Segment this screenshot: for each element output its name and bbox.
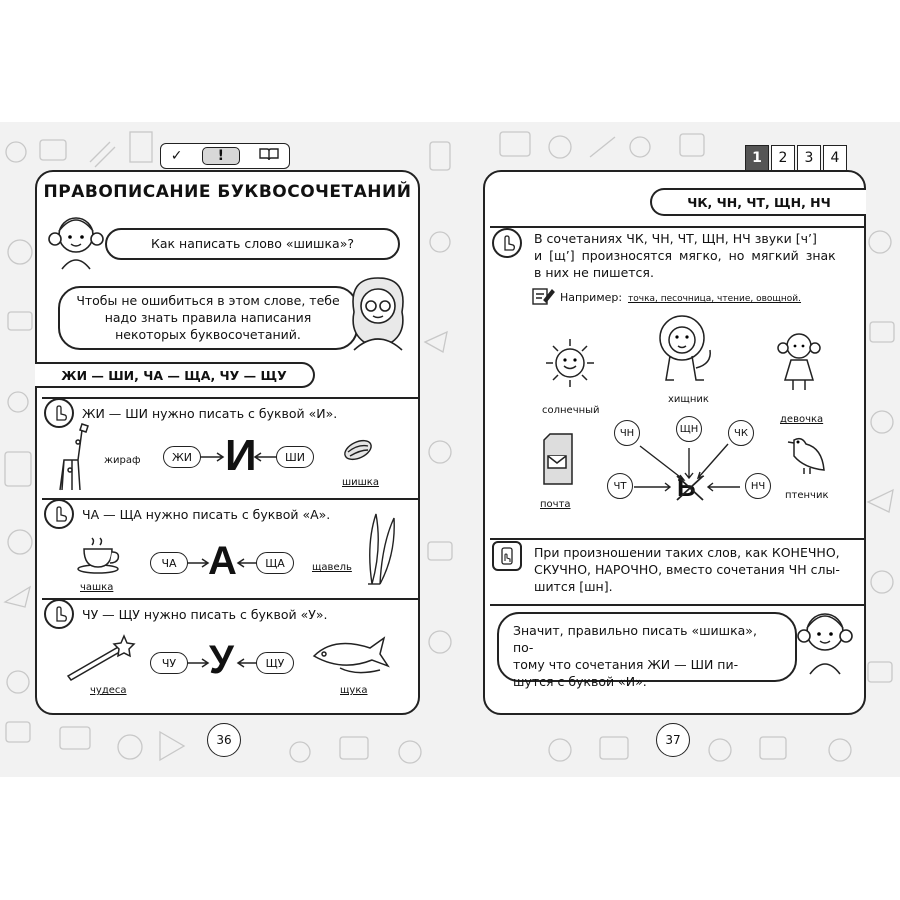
syllable-pill-left: ЖИ [163,446,201,468]
rule-text: ЧУ — ЩУ нужно писать с буквой «У». [82,607,328,622]
rule-text: ЖИ — ШИ нужно писать с буквой «И». [82,406,338,421]
question-bubble: Как написать слово «шишка»? [105,228,400,260]
syllable-pill-left: ЧУ [150,652,188,674]
page-number: 36 [207,723,241,757]
syllable-pill-right: ЩА [256,552,294,574]
soft-sign-letter: Ь [677,472,696,502]
mailbox-picture [540,432,576,490]
word-girl: девочка [780,414,824,425]
tab-4[interactable]: 4 [823,145,847,171]
word-right: щавель [312,562,352,573]
rule-line: В сочетаниях ЧК, ЧН, ЧТ, ЩН, НЧ звуки [ч’] [534,231,817,246]
combo-circle: ЧТ [607,473,633,499]
conclusion-line: шутся с буквой «И». [513,674,647,689]
pencil-note-icon [532,286,554,306]
tab-3[interactable]: 3 [797,145,821,171]
word-lion: хищник [668,394,709,405]
divider [42,498,420,500]
pointing-hand-icon [44,599,74,629]
page-title: ПРАВОПИСАНИЕ БУКВОСОЧЕТАНИЙ [43,182,412,202]
giraffe-picture [52,420,100,492]
key-letter: У [209,638,234,682]
arrow-left [252,452,278,462]
arrow-right [187,658,211,668]
checkmark-icon: ✓ [170,148,183,164]
divider [42,397,420,399]
phone-hand-icon [492,541,522,571]
key-letter: И [225,431,257,480]
syllable-pill-left: ЧА [150,552,188,574]
word-right: щука [340,685,368,696]
note-line: шится [шн]. [534,579,613,594]
girl-avatar [792,600,858,676]
girl-picture [773,328,825,392]
answer-bubble: Чтобы не ошибиться в этом слове, тебе надо знать правила написания некоторых буквосочетаний. [58,286,358,350]
note-line: При произношении таких слов, как КОНЕЧНО, [534,545,840,560]
rule-text: ЧА — ЩА нужно писать с буквой «А». [82,507,331,522]
girl-avatar [42,205,110,273]
divider [490,538,866,540]
syllable-pill-right: ЩУ [256,652,294,674]
divider [490,226,866,228]
conclusion-line: Значит, правильно писать «шишка», по- [513,623,757,655]
examples-text: точка, песочница, чтение, овощной. [628,294,802,304]
combo-circle: ЧН [614,420,640,446]
combo-circle: ЩН [676,416,702,442]
crossed-out-mark [673,472,707,504]
exclamation-icon: ! [202,147,240,165]
page-nav-tabs [160,143,290,169]
pinecone-picture [340,430,376,466]
teacher-avatar [340,272,412,352]
conclusion-bubble [497,612,797,689]
pointing-hand-icon [44,499,74,529]
pointing-hand-icon [492,228,522,258]
cup-picture [76,537,122,575]
key-letter: А [208,539,237,583]
divider [42,598,420,600]
section-tag: ЖИ — ШИ, ЧА — ЩА, ЧУ — ЩУ [35,362,315,388]
magic-wand-picture [64,632,136,680]
page-number: 37 [656,723,690,757]
tab-1[interactable]: 1 [745,145,769,171]
combo-circle: ЧК [728,420,754,446]
section-number-tabs [745,145,855,171]
sorrel-picture [358,510,398,588]
book-icon [259,147,279,165]
tab-2[interactable]: 2 [771,145,795,171]
rule-line: и [щ’] произносятся мягко, но мягкий знак [534,248,836,263]
conclusion-line: тому что сочетания ЖИ — ШИ пи- [513,657,739,672]
rule-line: в них не пишется. [534,265,654,280]
note-line: СКУЧНО, НАРОЧНО, вместо сочетания ЧН слы- [534,562,840,577]
word-bird: птенчик [785,490,829,501]
pike-fish-picture [310,632,392,678]
example-label: Например: [560,291,623,304]
word-mailbox: почта [540,499,571,510]
word-right: шишка [342,477,379,488]
sun-picture [542,335,598,391]
header-tag: ЧК, ЧН, ЧТ, ЩН, НЧ [650,188,866,216]
word-left: чашка [80,582,114,593]
arrow-right [200,452,226,462]
combo-circle: НЧ [745,473,771,499]
word-left: жираф [104,455,141,466]
word-left: чудеса [90,685,127,696]
syllable-pill-right: ШИ [276,446,314,468]
lion-picture [652,312,718,382]
word-sun: солнечный [542,405,600,416]
